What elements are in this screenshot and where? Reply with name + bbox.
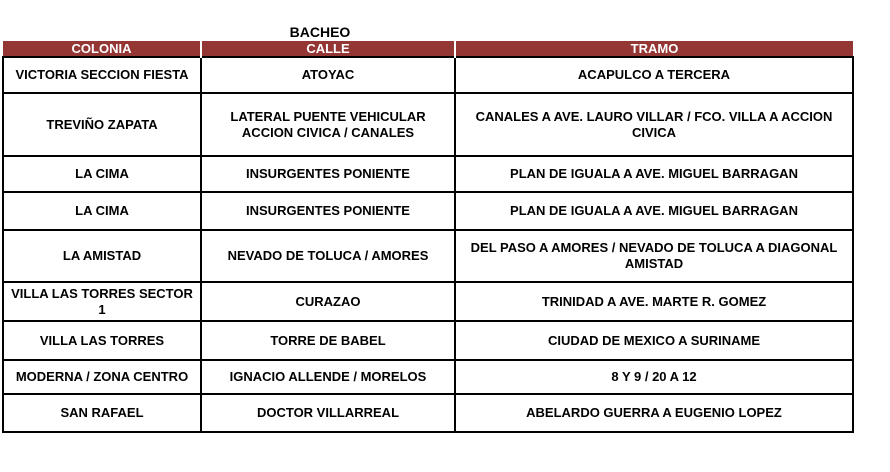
cell-colonia: VILLA LAS TORRES — [3, 321, 201, 360]
header-row — [3, 41, 853, 57]
cell-calle: CURAZAO — [201, 282, 455, 321]
cell-tramo: CIUDAD DE MEXICO A SURINAME — [455, 321, 853, 360]
cell-calle: NEVADO DE TOLUCA / AMORES — [201, 230, 455, 282]
cell-calle: DOCTOR VILLARREAL — [201, 394, 455, 432]
cell-tramo: PLAN DE IGUALA A AVE. MIGUEL BARRAGAN — [455, 192, 853, 230]
cell-colonia: TREVIÑO ZAPATA — [3, 93, 201, 156]
table-row — [3, 156, 853, 192]
cell-tramo: PLAN DE IGUALA A AVE. MIGUEL BARRAGAN — [455, 156, 853, 192]
cell-colonia: MODERNA / ZONA CENTRO — [3, 360, 201, 394]
cell-tramo: ABELARDO GUERRA A EUGENIO LOPEZ — [455, 394, 853, 432]
cell-colonia: LA CIMA — [3, 156, 201, 192]
header-calle: CALLE — [201, 41, 455, 57]
cell-calle: INSURGENTES PONIENTE — [201, 156, 455, 192]
cell-colonia: VILLA LAS TORRES SECTOR 1 — [3, 282, 201, 321]
cell-calle: IGNACIO ALLENDE / MORELOS — [201, 360, 455, 394]
table-row — [3, 192, 853, 230]
cell-colonia: LA AMISTAD — [3, 230, 201, 282]
table-row — [3, 321, 853, 360]
cell-tramo: DEL PASO A AMORES / NEVADO DE TOLUCA A DIAGONAL AMISTAD — [455, 230, 853, 282]
cell-colonia: SAN RAFAEL — [3, 394, 201, 432]
table-row — [3, 360, 853, 394]
cell-tramo: 8 Y 9 / 20 A 12 — [455, 360, 853, 394]
table-row — [3, 57, 853, 93]
cell-calle: ATOYAC — [201, 57, 455, 93]
cell-tramo: ACAPULCO A TERCERA — [455, 57, 853, 93]
table-row — [3, 394, 853, 432]
cell-colonia: VICTORIA SECCION FIESTA — [3, 57, 201, 93]
table-title: BACHEO — [289, 24, 351, 40]
table-row — [3, 230, 853, 282]
header-tramo: TRAMO — [455, 41, 853, 57]
cell-calle: INSURGENTES PONIENTE — [201, 192, 455, 230]
cell-colonia: LA CIMA — [3, 192, 201, 230]
table-row — [3, 93, 853, 156]
header-colonia: COLONIA — [3, 41, 201, 57]
cell-tramo: TRINIDAD A AVE. MARTE R. GOMEZ — [455, 282, 853, 321]
bacheo-table — [2, 41, 854, 433]
cell-calle: LATERAL PUENTE VEHICULAR ACCION CIVICA / CANALES — [201, 93, 455, 156]
cell-tramo: CANALES A AVE. LAURO VILLAR / FCO. VILLA A ACCION CIVICA — [455, 93, 853, 156]
table-row — [3, 282, 853, 321]
cell-calle: TORRE DE BABEL — [201, 321, 455, 360]
